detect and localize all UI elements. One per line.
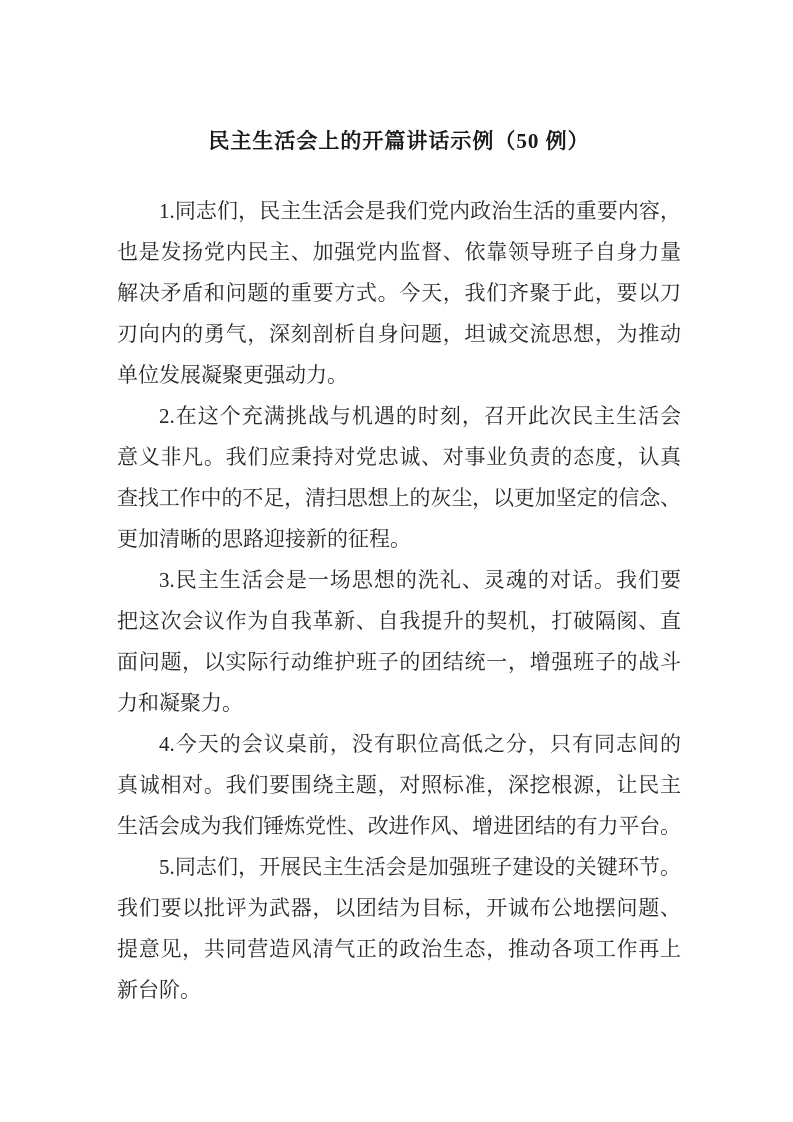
- text-line: 力和凝聚力。: [117, 691, 243, 715]
- text-line: 提意见，共同营造风清气正的政治生态，推动各项工作再上: [117, 937, 681, 961]
- text-line: 3.民主生活会是一场思想的洗礼、灵魂的对话。我们要: [159, 568, 681, 592]
- text-line: 生活会成为我们锤炼党性、改进作风、增进团结的有力平台。: [117, 814, 681, 838]
- text-line: 真诚相对。我们要围绕主题，对照标准，深挖根源，让民主: [117, 773, 681, 797]
- text-line: 解决矛盾和问题的重要方式。今天，我们齐聚于此，要以刀: [117, 281, 681, 305]
- text-line: 我们要以批评为武器，以团结为目标，开诚布公地摆问题、: [117, 896, 681, 920]
- paragraph: [117, 396, 681, 560]
- text-line: 把这次会议作为自我革新、自我提升的契机，打破隔阂、直: [117, 609, 681, 633]
- document-content: [117, 121, 681, 1011]
- paragraph: [117, 724, 681, 847]
- paragraph: [117, 560, 681, 724]
- text-line: 面问题，以实际行动维护班子的团结统一，增强班子的战斗: [117, 650, 681, 674]
- text-line: 单位发展凝聚更强动力。: [117, 363, 348, 387]
- text-line: 更加清晰的思路迎接新的征程。: [117, 527, 411, 551]
- text-line: 查找工作中的不足，清扫思想上的灰尘，以更加坚定的信念、: [117, 486, 681, 510]
- text-line: 新台阶。: [117, 978, 201, 1002]
- document-title: 民主生活会上的开篇讲话示例（50 例）: [208, 129, 590, 153]
- text-line: 也是发扬党内民主、加强党内监督、依靠领导班子自身力量: [117, 240, 681, 264]
- document-body: [117, 191, 681, 1011]
- text-line: 5.同志们，开展民主生活会是加强班子建设的关键环节。: [159, 855, 681, 879]
- text-line: 1.同志们，民主生活会是我们党内政治生活的重要内容，: [159, 199, 681, 223]
- text-line: 4.今天的会议桌前，没有职位高低之分，只有同志间的: [159, 732, 681, 756]
- text-line: 2.在这个充满挑战与机遇的时刻，召开此次民主生活会: [159, 404, 681, 428]
- text-line: 意义非凡。我们应秉持对党忠诚、对事业负责的态度，认真: [117, 445, 681, 469]
- text-line: 刃向内的勇气，深刻剖析自身问题，坦诚交流思想，为推动: [117, 322, 681, 346]
- paragraph: [117, 847, 681, 1011]
- paragraph: [117, 191, 681, 396]
